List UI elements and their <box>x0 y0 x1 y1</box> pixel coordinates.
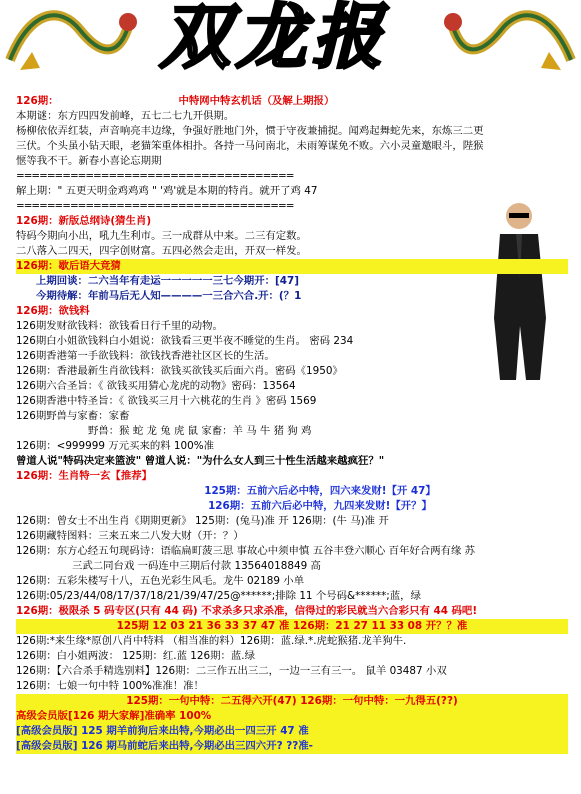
text-row: 126期：歇后语大竞猜 <box>16 259 568 274</box>
text-row: 三伏。个头虽小钻天眼，老猫笨重体相扑。各持一马问南北，未雨筹谋免不败。六小灵童邀眼斗，陛猴 <box>16 140 484 152</box>
text-row: 惬等我不干。新春小喜论忘期期 <box>16 155 162 167</box>
text-row: ==================================== <box>16 200 294 212</box>
text-row: 高级会员版[126 期大家解]准确率 100% <box>16 709 568 724</box>
text-row: 解上期：" 五更天明金鸡鸡鸡 " '鸡'就是本期的特肖。就开了鸡 47 <box>16 185 318 197</box>
article-body <box>16 94 568 754</box>
text-row: 126期：曾女士不出生肖《期期更新》 125期：(兔马)准 开 126期：(牛 马)准 开 <box>16 515 389 527</box>
dragon-left-icon <box>0 0 140 90</box>
text-row: [高级会员版] 125 期羊前狗后来出特,今期必出一四三开 47 准 <box>16 724 568 739</box>
text-row: 126期：<999999 万元买来的料 100%准 <box>16 440 215 452</box>
text-row: 野兽：猴 蛇 龙 兔 虎 鼠 家畜：羊 马 牛 猪 狗 鸡 <box>88 425 312 437</box>
text-row: 126期：新版总纲诗(猜生肖) <box>16 215 152 227</box>
text-row: 126期： 中特网中特玄机话（及解上期报） <box>16 95 335 107</box>
text-row: 上期回谈：二六当年有走运一一一一一三七今期开：[47] <box>36 275 299 287</box>
text-row: 杨柳依依弄红装，声音响亮丰边缘，争强好胜地门外，惯于守夜兼捕捉。闻鸡起舞蛇先来，东炼三二更 <box>16 125 484 137</box>
text-row: 126期：极限杀 5 码专区(只有 44 码) 不求杀多只求杀准，信得过的彩民就当六合彩只有 44 码吧! <box>16 605 478 617</box>
text-row: 二八落入二四天，四字创财富。五四必然会走出，开双一样发。 <box>16 245 307 257</box>
text-row: 126期白小姐欲钱料白小姐说：欲钱看三更半夜不睡觉的生肖。 密码 234 <box>16 335 354 347</box>
text-row: 126期野兽与家畜：家畜 <box>16 410 130 422</box>
text-row: 三武二同台戏 一码连中三期后付款 13564018849 高 <box>72 560 321 572</box>
banner <box>0 0 581 92</box>
text-row: 特码今期向小出，吼九生利市。三一成群从中来。二三有定数。 <box>16 230 307 242</box>
text-row: 126期：生肖特一玄【推荐】 <box>16 470 152 482</box>
text-row: 126期：香港最新生肖欲钱料：欲钱买欲钱买后面六肖。密码《1950》 <box>16 365 343 377</box>
text-row: ==================================== <box>16 170 294 182</box>
dragon-right-icon <box>441 0 581 90</box>
text-row: 126期藏特图料：三来五来二八发大财（开：？） <box>16 530 244 542</box>
text-row: 本期谜：东方四四发前峰，五七二七九开俱期。 <box>16 110 235 122</box>
text-row: 126期香港中特圣旨：《 欲钱买三月十六桃花的生肖 》密码 1569 <box>16 395 317 407</box>
text-row: 125期 12 03 21 36 33 37 47 准 126期：21 27 11 33 08 开？？准 <box>16 619 568 634</box>
text-row: 曾道人说"特码决定来篮波" 曾道人说："为什么女人到三十性生活越来越疯狂？" <box>16 455 385 467</box>
text-row: 126期六合圣旨：《 欲钱买用猜心龙虎的动物》密码：13564 <box>16 380 296 392</box>
text-row: 126期：白小姐两波： 125期：红.蓝 126期：蓝.绿 <box>16 650 255 662</box>
text-row: 126期：五彩朱楼写十八，五色光彩生风毛。龙牛 02189 小单 <box>16 575 305 587</box>
text-row: [高级会员版] 126 期马前蛇后来出特,今期必出三四六开? ??准- <box>16 739 568 754</box>
text-row: 126期:05/23/44/08/17/37/18/21/39/47/25@******;排除 11 个号码&******;蓝，绿 <box>16 590 421 602</box>
text-row: 126期：【六合杀手精选别料】126期：二三作五出三二，一边一三有三一。 鼠羊 03487 小双 <box>16 665 447 677</box>
text-row: 126期发财欲钱料：欲钱看日行千里的动物。 <box>16 320 223 332</box>
page-title: 双龙报 <box>160 0 388 78</box>
row-heading: 中特网中特玄机话（及解上期报） <box>178 95 335 107</box>
text-row: 126期：五前六后必中特，九四来发财!【开？】 <box>208 500 432 512</box>
text-row: 126期：欲钱料 <box>16 305 90 317</box>
text-row: 125期：一句中特：二五得六开(47) 126期：一句中特：一九得五(??) <box>16 694 568 709</box>
text-row: 126期香港第一手欲钱料：欲钱找香港社区区长的生活。 <box>16 350 275 362</box>
text-row: 今期待解：年前马后无人知————一三合六合.开：(？1 <box>36 290 302 302</box>
text-row: 126期：东方心经五句现码诗：语临扁町菠三思 事故心中须申慎 五谷丰登六顺心 百年好合两有缘 苏 <box>16 545 476 557</box>
text-row: 126期:*来生缘*原创八肖中特料 （相当准的料）126期：蓝.绿.*.虎蛇猴猪.龙羊狗牛. <box>16 635 407 647</box>
text-row: 126期：七娘一句中特 100%准准！准！ <box>16 680 204 692</box>
text-row: 125期：五前六后必中特，四六来发财!【开 47】 <box>204 485 436 497</box>
